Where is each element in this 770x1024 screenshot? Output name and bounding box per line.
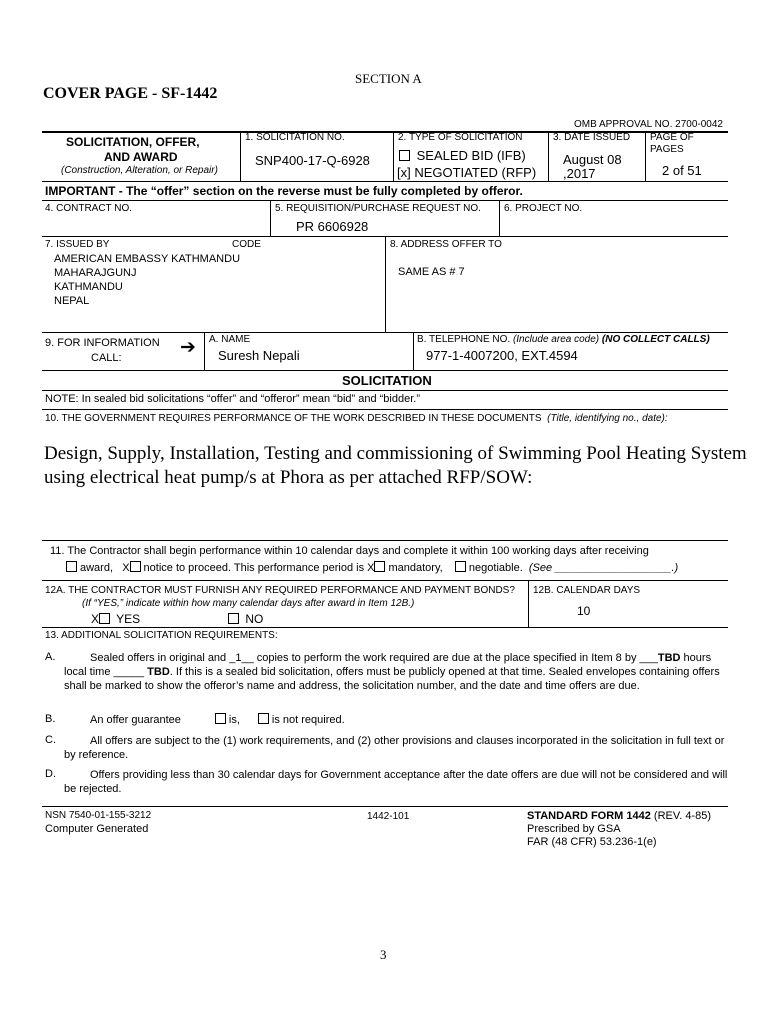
bonds-yes-option: X YES bbox=[91, 612, 141, 626]
item13-b-letter: B. bbox=[45, 713, 56, 725]
telephone-label: B. TELEPHONE NO. (Include area code) (NO COLLECT CALLS) bbox=[417, 334, 710, 345]
form-title-line2: AND AWARD bbox=[104, 150, 178, 164]
far-reference: FAR (48 CFR) 53.236-1(e) bbox=[527, 836, 657, 848]
issued-by-label: 7. ISSUED BY bbox=[45, 239, 110, 250]
sealed-bid-option: SEALED BID (IFB) bbox=[399, 148, 526, 163]
item12b-label: 12B. CALENDAR DAYS bbox=[533, 585, 641, 596]
sealed-bid-checkbox[interactable] bbox=[399, 150, 410, 161]
form-title-line3: (Construction, Alteration, or Repair) bbox=[61, 165, 218, 176]
item13-a-text: Sealed offers in original and _1__ copies to perform the work required are due at the place specified in Item 8 by ___TBD hours local time _____ TBD. If this is a sealed bid solicitation, offers must be publicly opened at that time. Sealed envelopes containing offers shall be marked to show the offeror’s name and address, the solicitation number, and the date and time offers are due. bbox=[64, 652, 720, 692]
issued-by-line: KATHMANDU bbox=[54, 281, 123, 293]
requisition-label: 5. REQUISITION/PURCHASE REQUEST NO. bbox=[275, 203, 481, 214]
issued-by-line: AMERICAN EMBASSY KATHMANDU bbox=[54, 253, 241, 265]
item12a-label: 12A. THE CONTRACTOR MUST FURNISH ANY REQUIRED PERFORMANCE AND PAYMENT BONDS? bbox=[45, 585, 515, 596]
info-label2: CALL: bbox=[91, 352, 122, 364]
award-checkbox[interactable] bbox=[66, 561, 77, 572]
bonds-yes-checkbox[interactable] bbox=[99, 613, 110, 624]
solicitation-no-value: SNP400-17-Q-6928 bbox=[255, 153, 370, 168]
item13-d-text: Offers providing less than 30 calendar days for Government acceptance after the date offers are due will not be considered and will be rejected. bbox=[64, 769, 728, 795]
item13-a-letter: A. bbox=[45, 651, 56, 663]
negotiable-checkbox[interactable] bbox=[455, 561, 466, 572]
bonds-no-checkbox[interactable] bbox=[228, 613, 239, 624]
sealed-bid-note: NOTE: In sealed bid solicitations “offer” and “offeror” mean “bid” and “bidder.” bbox=[45, 393, 420, 405]
name-label: A. NAME bbox=[209, 334, 251, 345]
address-offer-value: SAME AS # 7 bbox=[398, 266, 465, 278]
item11-line1: 11. The Contractor shall begin performance within 10 calendar days and complete it within 100 working days after receiving bbox=[50, 545, 649, 557]
important-notice: IMPORTANT - The “offer” section on the reverse must be fully completed by offeror. bbox=[45, 184, 523, 198]
item13-label: 13. ADDITIONAL SOLICITATION REQUIREMENTS: bbox=[45, 630, 278, 641]
bonds-no-option: NO bbox=[228, 612, 263, 626]
work-description-line1: Design, Supply, Installation, Testing and commissioning of Swimming Pool Heating System bbox=[44, 443, 747, 464]
computer-generated: Computer Generated bbox=[45, 823, 149, 835]
item13-c-letter: C. bbox=[45, 734, 56, 746]
solicitation-no-label: 1. SOLICITATION NO. bbox=[245, 132, 345, 143]
project-no-label: 6. PROJECT NO. bbox=[504, 203, 583, 214]
notice-to-proceed-checkbox[interactable] bbox=[130, 561, 141, 572]
page-of-value: 2 of 51 bbox=[662, 163, 702, 178]
work-description-line2: using electrical heat pump/s at Phora as per attached RFP/SOW: bbox=[44, 467, 533, 488]
item13-d-letter: D. bbox=[45, 768, 56, 780]
issued-by-line: NEPAL bbox=[54, 295, 90, 307]
form-title-line1: SOLICITATION, OFFER, bbox=[66, 135, 200, 149]
mandatory-checkbox[interactable] bbox=[374, 561, 385, 572]
page-number: 3 bbox=[380, 947, 387, 962]
negotiated-option: [x] NEGOTIATED (RFP) bbox=[397, 165, 537, 180]
cover-title: COVER PAGE - SF-1442 bbox=[43, 85, 218, 102]
work-description bbox=[44, 442, 747, 490]
solicitation-type-label: 2. TYPE OF SOLICITATION bbox=[398, 132, 523, 143]
page-of-label2: PAGES bbox=[650, 144, 684, 155]
date-issued-value2: ,2017 bbox=[563, 166, 596, 181]
telephone-value: 977-1-4007200, EXT.4594 bbox=[426, 348, 578, 363]
date-issued-value1: August 08 bbox=[563, 152, 622, 167]
item12a-sub: (If “YES,” indicate within how many calendar days after award in Item 12B.) bbox=[82, 598, 415, 609]
page-of-label1: PAGE OF bbox=[650, 132, 694, 143]
name-value: Suresh Nepali bbox=[218, 348, 300, 363]
nsn-number: NSN 7540-01-155-3212 bbox=[45, 810, 152, 821]
guarantee-not-required-checkbox[interactable] bbox=[258, 713, 269, 724]
section-label: SECTION A bbox=[355, 71, 422, 86]
guarantee-is-checkbox[interactable] bbox=[215, 713, 226, 724]
issued-by-code-label: CODE bbox=[232, 239, 261, 250]
arrow-right-icon: ➔ bbox=[180, 337, 196, 358]
address-offer-label: 8. ADDRESS OFFER TO bbox=[390, 239, 502, 250]
contract-no-label: 4. CONTRACT NO. bbox=[45, 203, 133, 214]
info-label1: 9. FOR INFORMATION bbox=[45, 337, 160, 349]
item13-b-text: An offer guarantee is, is not required. bbox=[90, 714, 345, 726]
item11-line2: award, X notice to proceed. This performance period is X mandatory, negotiable. (See ___________________.) bbox=[66, 561, 678, 574]
standard-form: STANDARD FORM 1442 (REV. 4-85) bbox=[527, 810, 711, 822]
issued-by-line: MAHARAJGUNJ bbox=[54, 267, 137, 279]
solicitation-heading: SOLICITATION bbox=[342, 373, 432, 388]
prescribed-by: Prescribed by GSA bbox=[527, 823, 621, 835]
issued-by-address bbox=[54, 252, 240, 308]
omb-approval: OMB APPROVAL NO. 2700-0042 bbox=[574, 119, 723, 130]
form-code: 1442-101 bbox=[367, 811, 410, 822]
item10-label: 10. THE GOVERNMENT REQUIRES PERFORMANCE OF THE WORK DESCRIBED IN THESE DOCUMENTS (Title, identifying no., date): bbox=[45, 413, 668, 424]
date-issued-label: 3. DATE ISSUED bbox=[553, 132, 631, 143]
requisition-value: PR 6606928 bbox=[296, 219, 369, 234]
item12b-value: 10 bbox=[577, 604, 591, 618]
item13-c-text: All offers are subject to the (1) work requirements, and (2) other provisions and clauses incorporated in the solicitation in full text or by reference. bbox=[64, 735, 725, 761]
